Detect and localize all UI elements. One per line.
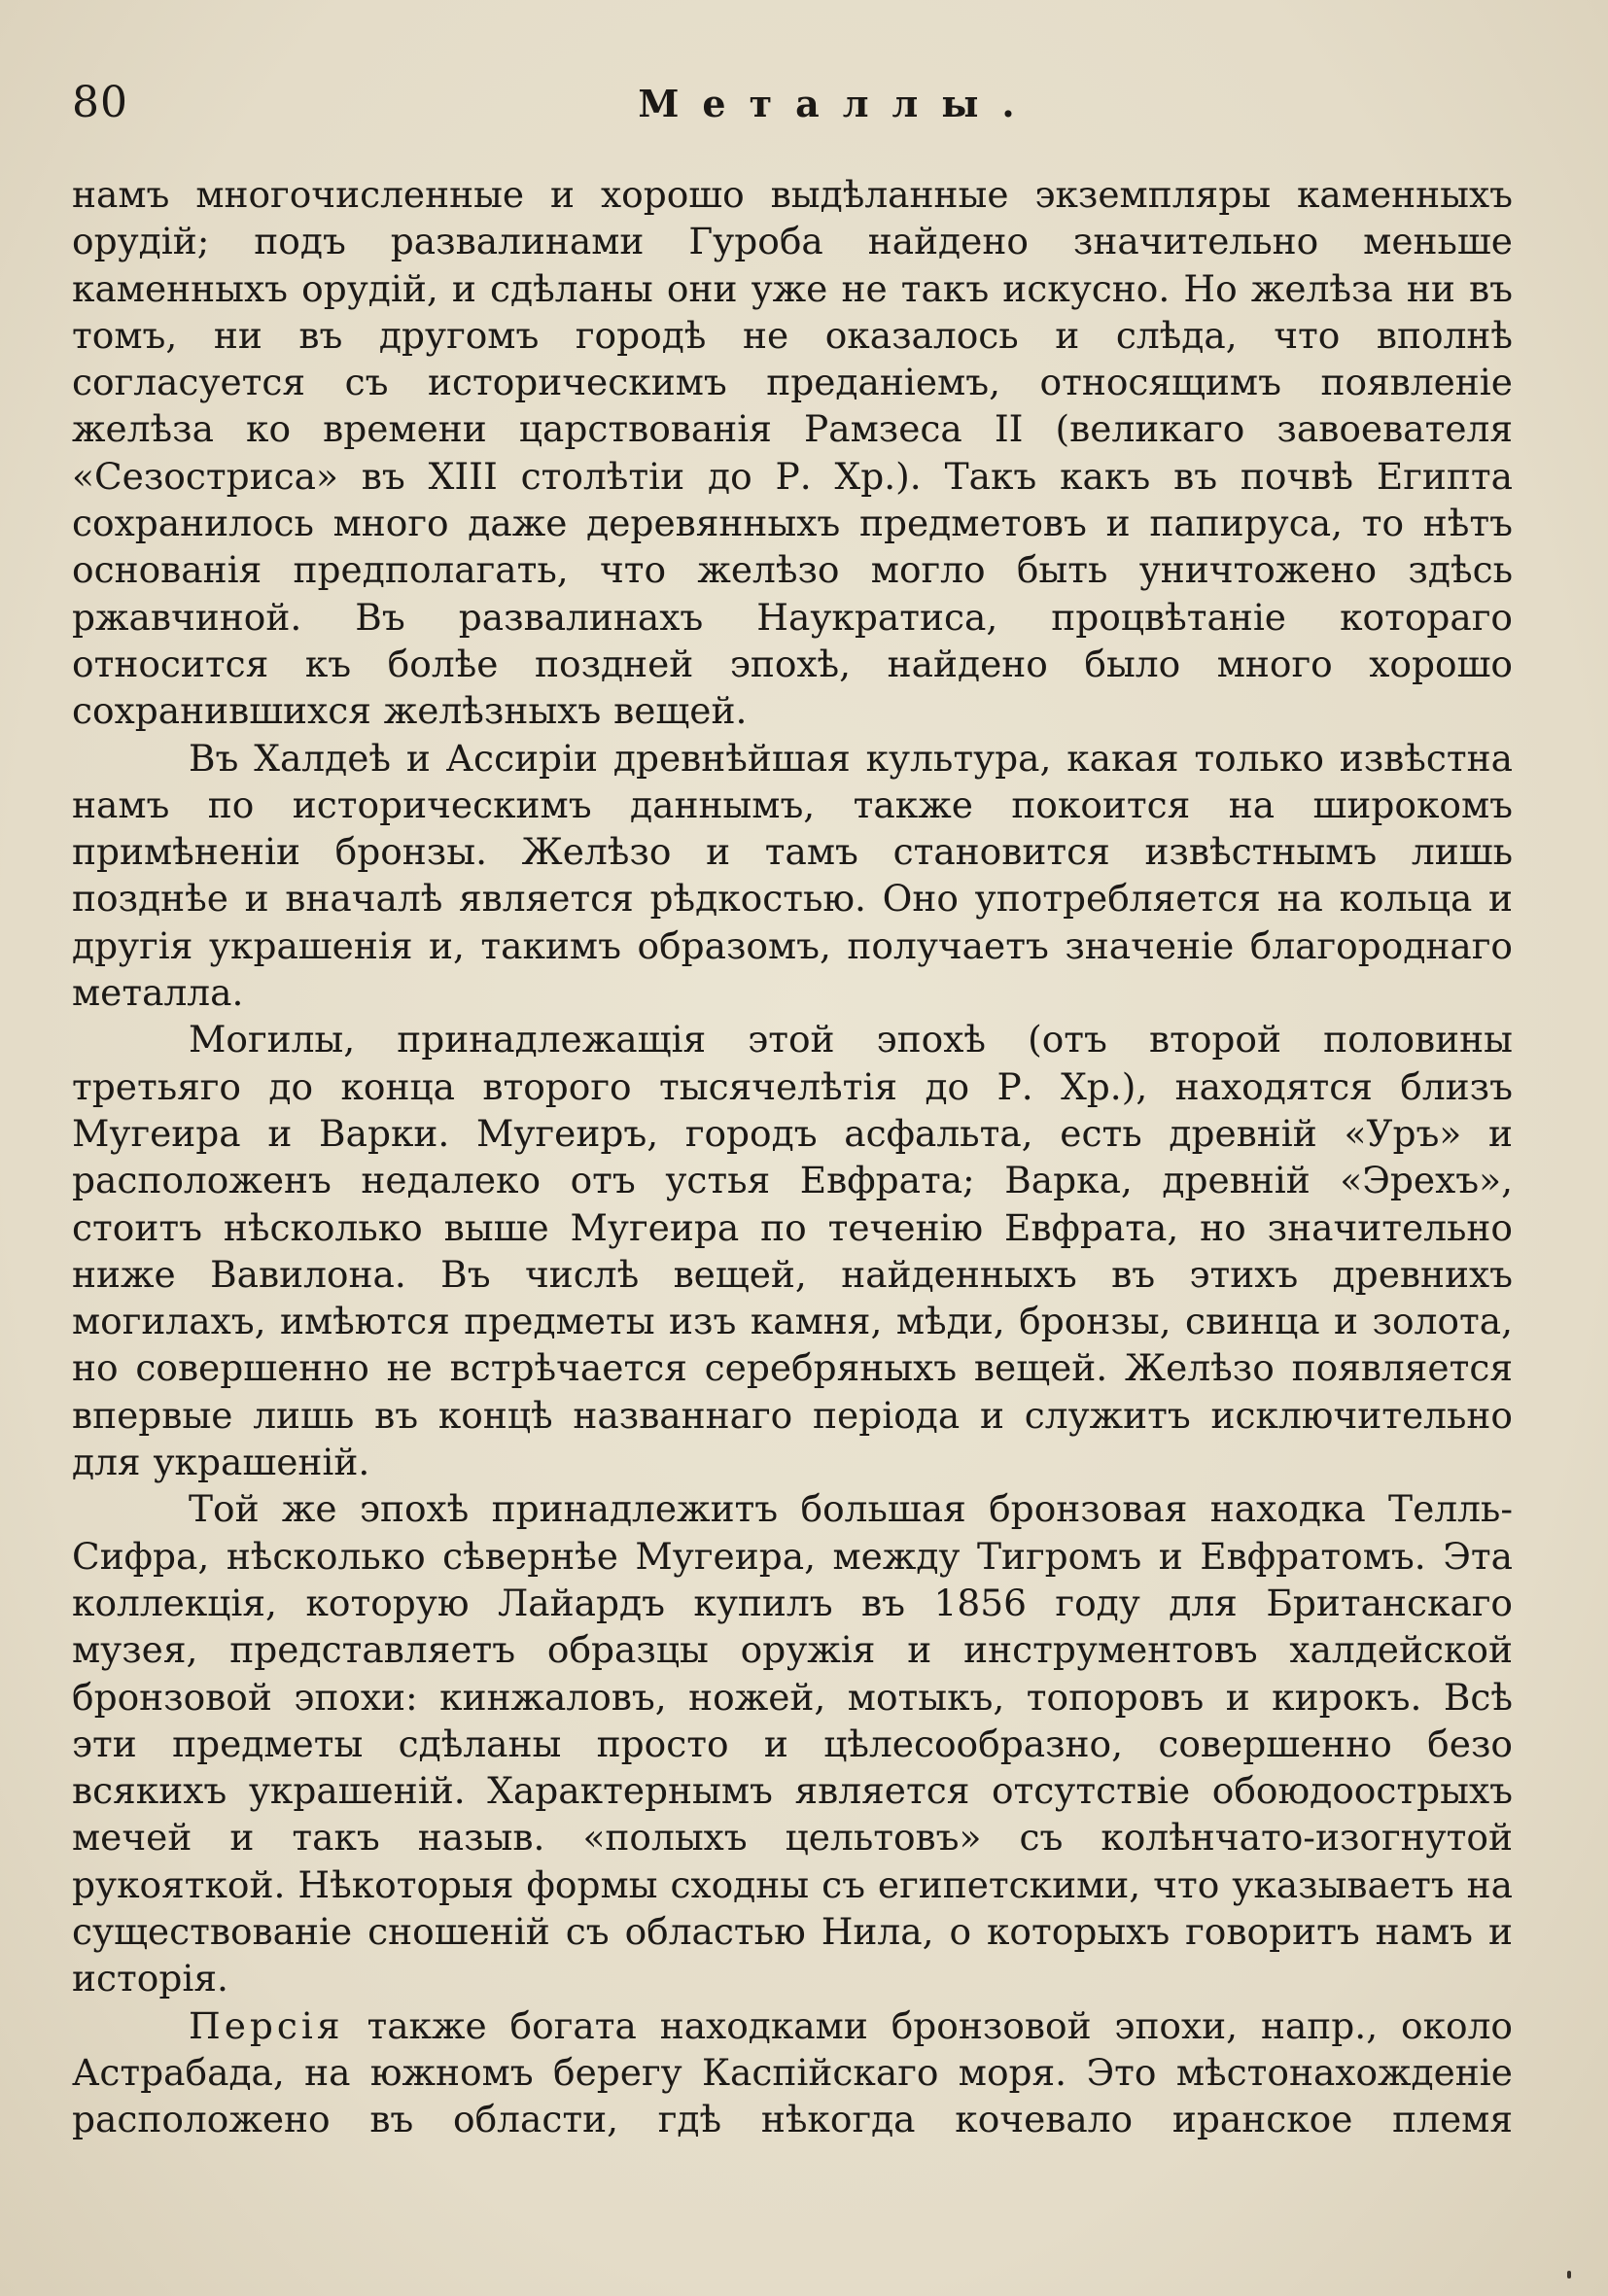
paper-speck (1567, 2271, 1571, 2279)
paragraph-3: Могилы, принадлежащія этой эпохѣ (отъ второй половины третьяго до конца второго тысячелѣтія до Р. Хр.), находятся близъ Мугеира и Варки. Мугеиръ, городъ асфальта, есть древній «Уръ» и расположенъ недалеко отъ устья Евфрата; Варка, древній «Эрехъ», стоитъ нѣсколько выше Мугеира по теченію Евфрата, но значительно ниже Вавилона. Въ числѣ вещей, найденныхъ въ этихъ древнихъ могилахъ, имѣются предметы изъ камня, мѣди, бронзы, свинца и золота, но совершенно не встрѣчается серебряныхъ вещей. Желѣзо появляется впервые лишь въ концѣ названнаго періода и служитъ исключительно для украшеній. (72, 1018, 1513, 1484)
paragraph-5-text: также богата находками бронзовой эпохи, напр., около Астрабада, на южномъ берегу Каспійскаго моря. Это мѣстонахожденіе расположено въ области, гдѣ нѣкогда кочевало иранское племя (72, 2003, 1514, 2141)
paragraph-5 (72, 2002, 1513, 2143)
paragraph-5-lead-word: Персія (189, 2003, 344, 2047)
paragraph-2: Въ Халдеѣ и Ассиріи древнѣйшая культура, какая только извѣстна намъ по историческимъ даннымъ, также покоится на широкомъ примѣненіи бронзы. Желѣзо и тамъ становится извѣстнымъ лишь позднѣе и вначалѣ является рѣдкостью. Оно употребляется на кольца и другія украшенія и, такимъ образомъ, получаетъ значеніе благороднаго металла. (72, 736, 1513, 1015)
body-text (72, 171, 1513, 2142)
paragraph-1: намъ многочисленные и хорошо выдѣланные экземпляры каменныхъ орудій; подъ развалинами Гуроба найдено значительно меньше каменныхъ орудій, и сдѣланы они уже не такъ искусно. Но желѣза ни въ томъ, ни въ другомъ городѣ не оказалось и слѣда, что вполнѣ согласуется съ историческимъ преданіемъ, относящимъ появленіе желѣза ко времени царствованія Рамзеса II (великаго завоевателя «Сезостриса» въ XIII столѣтіи до Р. Хр.). Такъ какъ въ почвѣ Египта сохранилось много даже деревянныхъ предметовъ и папируса, то нѣтъ основанія предполагать, что желѣзо могло быть уничтожено здѣсь ржавчиной. Въ развалинахъ Наукратиса, процвѣтаніе котораго относится къ болѣе поздней эпохѣ, найдено было много хорошо сохранившихся желѣзныхъ вещей. (72, 173, 1513, 733)
page-number: 80 (72, 78, 128, 127)
running-title: Металлы. (638, 82, 1038, 125)
paragraph-4: Той же эпохѣ принадлежитъ большая бронзовая находка Телль-Сифра, нѣсколько сѣвернѣе Мугеира, между Тигромъ и Евфратомъ. Эта коллекція, которую Лайардъ купилъ въ 1856 году для Британскаго музея, представляетъ образцы оружія и инструментовъ халдейской бронзовой эпохи: кинжаловъ, ножей, мотыкъ, топоровъ и кирокъ. Всѣ эти предметы сдѣланы просто и цѣлесообразно, совершенно безо всякихъ украшеній. Характернымъ является отсутствіе обоюдоострыхъ мечей и такъ назыв. «полыхъ цельтовъ» съ колѣнчато-изогнутой рукояткой. Нѣкоторыя формы сходны съ египетскими, что указываетъ на существованіе сношеній съ областью Нила, о которыхъ говоритъ намъ и исторія. (72, 1487, 1513, 2000)
